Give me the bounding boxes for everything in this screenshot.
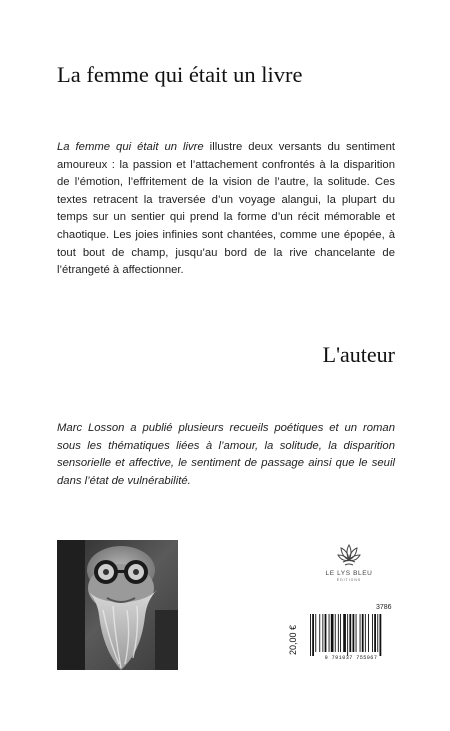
barcode-bar — [356, 614, 357, 652]
publisher-name: LE LYS BLEU — [325, 570, 373, 577]
barcode-bar — [310, 614, 311, 656]
author-bio: Marc Losson a publié plusieurs recueils poétiques et un roman sous les thématiques liées à l’amour, la solitude, la disparition sensorielle et affective, le sentiment de passage ainsi que le seuil dans l’état de vulnérabilité. — [57, 422, 395, 487]
publisher-logo — [318, 542, 380, 582]
book-title: La femme qui était un livre — [57, 62, 303, 87]
barcode-bar — [377, 614, 378, 652]
barcode-bar — [368, 614, 369, 652]
author-portrait — [57, 540, 178, 670]
barcode-bar — [329, 614, 330, 652]
author-heading: L'auteur — [322, 342, 395, 367]
synopsis-text: illustre deux versants du sentiment amoureux : la passion et l’attachement confrontés à la disparition de l’émotion, l’effritement de la vision de l’autre, la solitude. Ces textes retracent la traversée d’un voyage alangui, la plupart du temps sur un sentier qui prend la forme d’un récit mémorable et chaotique. Les joies infinies sont chantées, comme une épopée, à tout bout de champ, jusqu’au bord de la rive chancelante de l’étrangeté à affectionner. — [57, 141, 395, 277]
synopsis-italic-title: La femme qui était un livre — [57, 141, 204, 153]
barcode-bar — [374, 614, 376, 652]
barcode-bar — [365, 614, 366, 652]
barcode-bar — [360, 614, 361, 652]
barcode-bar — [315, 614, 316, 652]
barcode-bar — [340, 614, 341, 652]
barcode-bar — [325, 614, 327, 652]
barcode-bar — [353, 614, 355, 652]
catalog-code: 3786 — [376, 604, 392, 611]
barcode-bar — [347, 614, 348, 656]
publisher-sub: ÉDITIONS — [336, 578, 362, 582]
barcode-bar — [362, 614, 364, 652]
barcode-bars — [307, 614, 395, 656]
synopsis — [57, 139, 395, 280]
isbn-number: 9 791037 755067 — [324, 655, 378, 661]
barcode-bar — [338, 614, 339, 652]
barcode-bar — [331, 614, 334, 652]
barcode-bar — [343, 614, 346, 652]
barcode-bar — [380, 614, 382, 656]
barcode-bar — [322, 614, 323, 652]
barcode-bar — [335, 614, 336, 652]
barcode-bar — [312, 614, 314, 656]
price — [280, 612, 306, 668]
barcode-bar — [319, 614, 320, 652]
barcode-bar — [349, 614, 351, 652]
barcode-bar — [372, 614, 373, 652]
price-text: 20,00 € — [288, 624, 298, 656]
lotus-flower-icon — [335, 542, 363, 568]
